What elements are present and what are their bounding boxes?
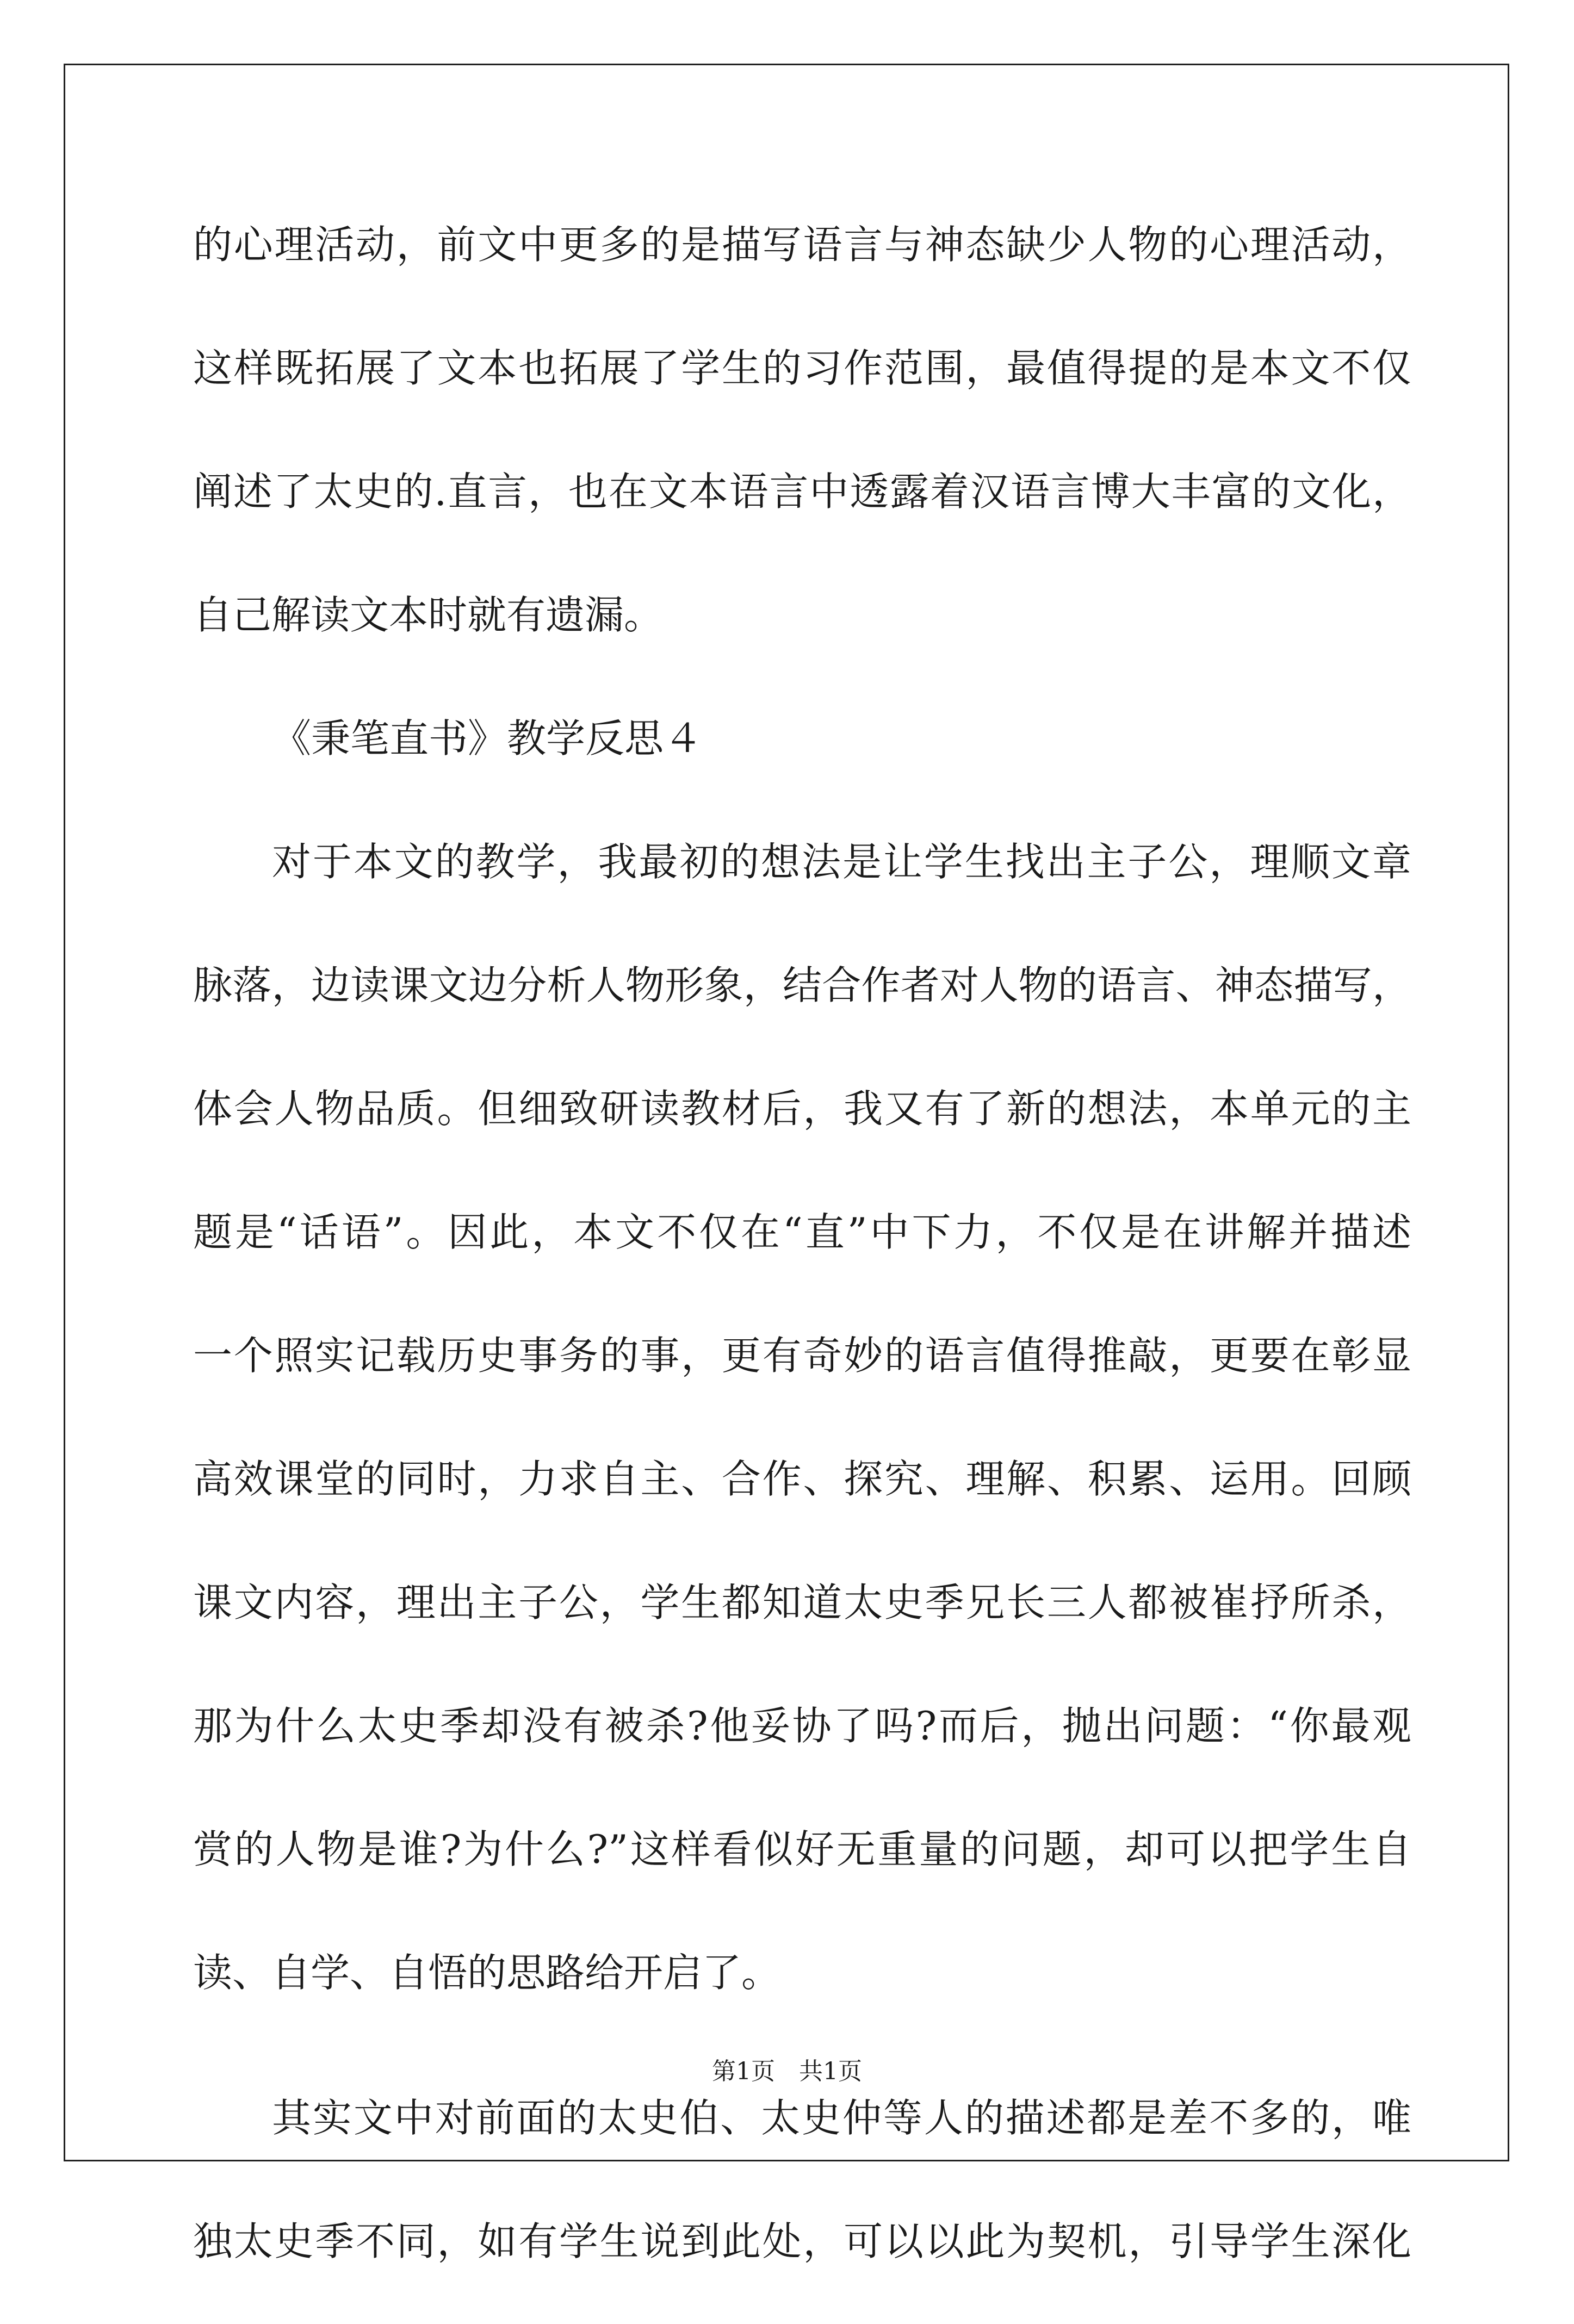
text-line: 那为什么太史季却没有被杀?他妥协了吗?而后，抛出问题：“你最观 — [193, 1703, 1411, 1749]
text-line: 这样既拓展了文本也拓展了学生的习作范围，最值得提的是本文不仅 — [193, 345, 1411, 391]
text-line: 课文内容，理出主子公，学生都知道太史季兄长三人都被崔抒所杀， — [193, 1580, 1411, 1625]
text-line: 阐述了太史的.直言，也在文本语言中透露着汉语言博大丰富的文化， — [193, 469, 1411, 514]
text-line: 独太史季不同，如有学生说到此处，可以以此为契机，引导学生深化 — [193, 2219, 1411, 2264]
text-line: 的心理活动，前文中更多的是描写语言与神态缺少人物的心理活动， — [193, 222, 1411, 268]
document-body — [193, 204, 1411, 2324]
section-heading: 《秉笔直书》教学反思４ — [272, 716, 703, 761]
text-line: 一个照实记载历史事务的事，更有奇妙的语言值得推敲，更要在彰显 — [193, 1333, 1411, 1378]
text-line: 其实文中对前面的太史伯、太史仲等人的描述都是差不多的，唯 — [272, 2095, 1411, 2141]
text-line: 高效课堂的同时，力求自主、合作、探究、理解、积累、运用。回顾 — [193, 1456, 1411, 1502]
text-line: 赏的人物是谁?为什么?”这样看似好无重量的问题，却可以把学生自 — [193, 1826, 1411, 1872]
text-line: 对于本文的教学，我最初的想法是让学生找出主子公，理顺文章 — [272, 839, 1411, 885]
page-footer: 第1页 共1页 — [712, 2058, 862, 2085]
text-line: 题是“话语”。因此，本文不仅在“直”中下力，不仅是在讲解并描述 — [193, 1209, 1411, 1255]
text-line: 自己解读文本时就有遗漏。 — [193, 592, 664, 638]
text-line: 体会人物品质。但细致研读教材后，我又有了新的想法，本单元的主 — [193, 1086, 1411, 1132]
text-line: 脉落，边读课文边分析人物形象，结合作者对人物的语言、神态描写， — [193, 962, 1411, 1008]
text-line: 读、自学、自悟的思路给开启了。 — [193, 1950, 781, 1996]
